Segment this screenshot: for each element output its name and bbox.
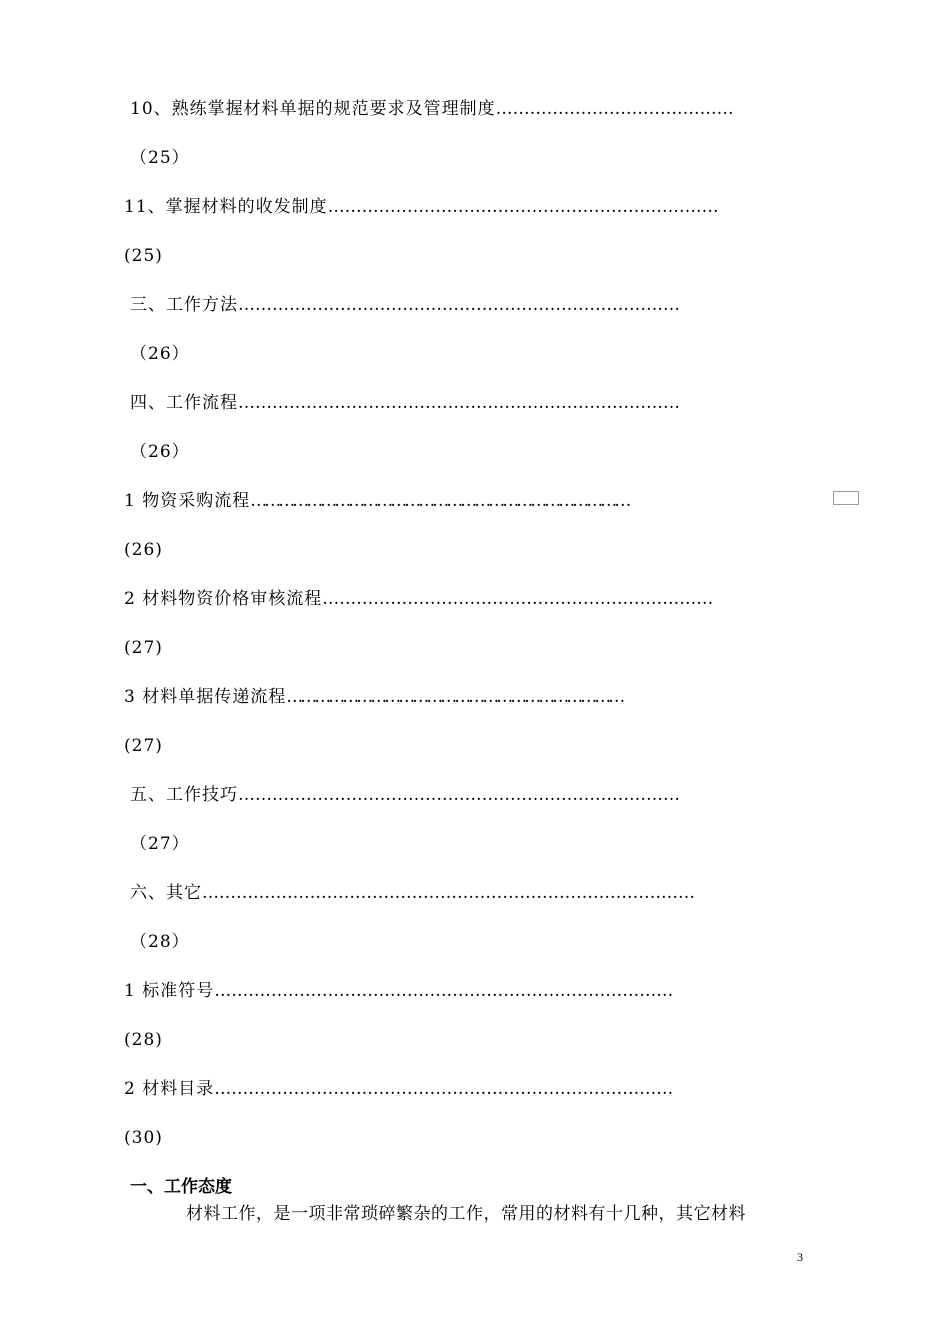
toc-page-number: (26) [124,540,163,560]
toc-page-number: （25） [130,148,190,168]
toc-page-ref [130,441,190,463]
toc-entry [130,294,680,316]
section-heading: 一、工作态度 [130,1177,232,1197]
toc-page-ref [124,735,163,757]
toc-entry-text: 1 物资采购流程 [124,491,251,511]
toc-entry-text: 三、工作方法 [130,295,238,315]
toc-page-number: （26） [130,442,190,462]
body-paragraph: 材料工作，是一项非常琐碎繁杂的工作，常用的材料有十几种，其它材料 [186,1204,746,1224]
toc-page-ref [130,931,190,953]
toc-entry-text: 五、工作技巧 [130,785,238,805]
toc-entry-text: 2 材料目录 [124,1079,215,1099]
toc-page-number: (27) [124,736,163,756]
toc-entry-text: 2 材料物资价格审核流程 [124,589,323,609]
toc-page-ref [130,343,190,365]
toc-entry [124,980,673,1002]
toc-entry-text: 10、熟练掌握材料单据的规范要求及管理制度 [130,99,496,119]
page-number: 3 [797,1250,803,1264]
toc-leader-dots: …………………………………………………………………… [238,393,680,413]
toc-leader-dots: …………………………………………………………… [327,197,719,217]
toc-entry-text: 六、其它 [130,883,202,903]
toc-leader-dots: ……………………………………………………………………… [214,981,674,1001]
toc-leader-dots: …………………………………………………………………… [238,295,680,315]
toc-page-number: (30) [124,1128,163,1148]
toc-entry [130,882,695,904]
toc-entry [124,490,628,512]
toc-leader-dots: ……………………………………………………………………… [214,1079,674,1099]
toc-entry-text: 11、掌握材料的收发制度 [124,197,328,217]
toc-page-ref [124,1029,163,1051]
toc-entry-text: 四、工作流程 [130,393,238,413]
toc-page-number: (25) [124,246,163,266]
toc-page-number: （27） [130,834,190,854]
toc-leader-dots: ……………………………………………………………………… [250,491,629,511]
toc-leader-dots: …………………………………………………………………………… [202,883,695,903]
toc-leader-dots: …………………………………………………………… [322,589,714,609]
toc-entry-text: 1 标准符号 [124,981,215,1001]
toc-entry [124,588,713,610]
toc-page-number: （28） [130,932,190,952]
toc-leader-dots: …………………………………… [495,99,734,119]
toc-page-number: （26） [130,344,190,364]
toc-leader-dots: ……………………………………………………………… [286,687,623,707]
toc-page-ref [130,147,190,169]
toc-entry [124,686,622,708]
toc-leader-dots: …………………………………………………………………… [238,785,680,805]
toc-page-ref [124,1127,163,1149]
toc-entry [130,98,734,120]
toc-page-number: (28) [124,1030,163,1050]
toc-page-ref [124,637,163,659]
toc-entry-text: 3 材料单据传递流程 [124,687,287,707]
toc-entry [130,392,680,414]
toc-page-ref [124,245,163,267]
toc-entry [124,1078,673,1100]
toc-entry [124,196,719,218]
toc-entry [130,784,680,806]
margin-marker-box [833,491,859,505]
toc-page-ref [130,833,190,855]
toc-page-number: (27) [124,638,163,658]
toc-page-ref [124,539,163,561]
